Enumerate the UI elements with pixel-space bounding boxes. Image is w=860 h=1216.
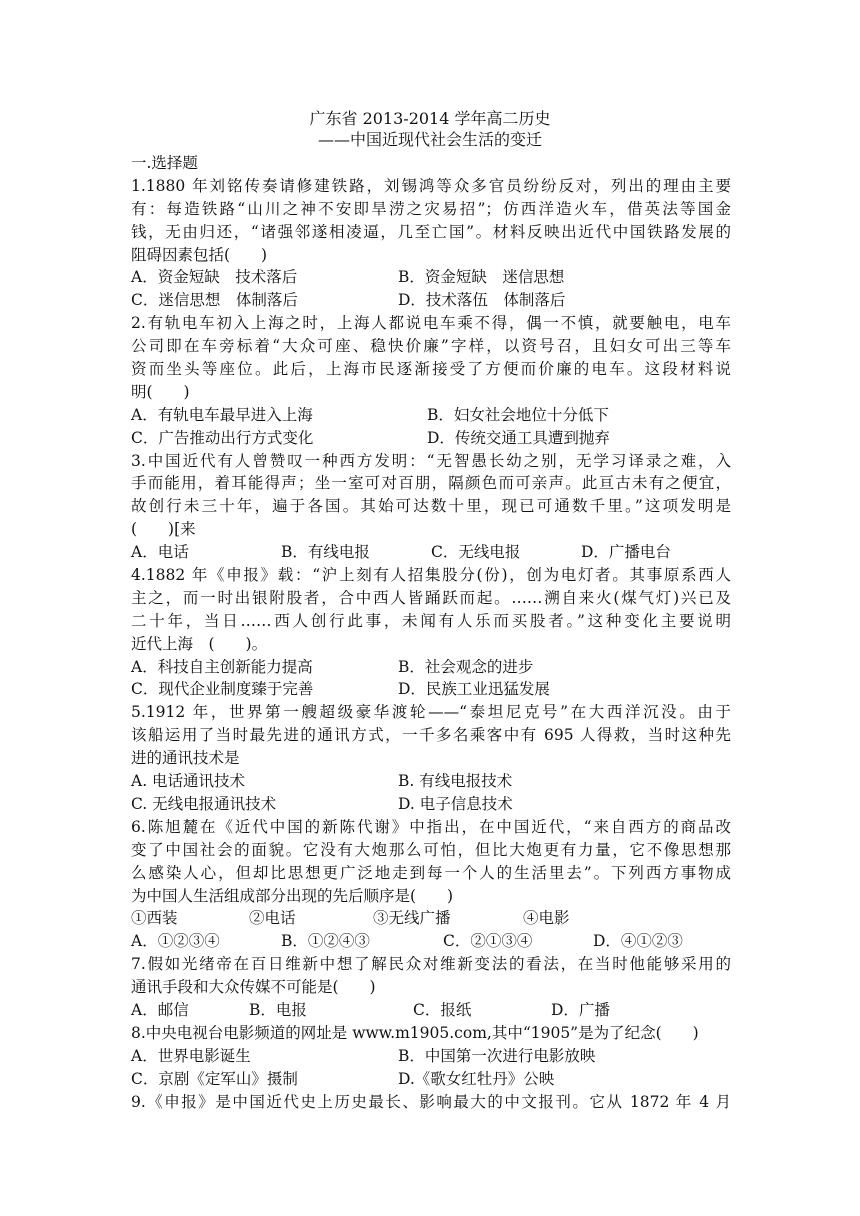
question-3-option-b: B．有线电报 (281, 543, 370, 562)
question-3-line: ( )[来 (131, 520, 196, 539)
question-1-line: 1.1880 年刘铭传奏请修建铁路，刘锡鸿等众多官员纷纷反对，列出的理由主要 (131, 176, 731, 195)
question-3-line: 手而能用，着耳能得声；坐一室可对百朋，隔颜色而可亲声。此亘古未有之便宜， (131, 474, 731, 493)
question-7-option-a: A．邮信 (131, 1000, 189, 1019)
question-6-option-b: B．①②④③ (281, 932, 370, 951)
document-subtitle: ——中国近现代社会生活的变迁 (317, 130, 542, 149)
question-7-options-row (131, 999, 731, 1022)
question-list (131, 152, 731, 1113)
question-3-option-a: A．电话 (131, 543, 189, 562)
document-title: 广东省 2013-2014 学年高二历史 (309, 109, 551, 128)
question-7-line: 7.假如光绪帝在百日维新中想了解民众对维新变法的看法，在当时他能够采用的 (131, 955, 731, 974)
question-1-option-b: B．资金短缺 迷信思想 (398, 268, 565, 287)
question-6-item: ②电话 (249, 909, 296, 928)
question-3-line: 3.中国近代有人曾赞叹一种西方发明：“无智愚长幼之别，无学习译录之难，入 (131, 451, 731, 470)
question-7-line: 通讯手段和大众传媒不可能是( ) (131, 978, 376, 997)
question-6-options-row (131, 930, 731, 953)
section-heading: 一.选择题 (131, 154, 198, 172)
question-8-line: 8.中央电视台电影频道的网址是 www.m1905.com,其中“1905”是为了纪念( ) (131, 1023, 699, 1042)
question-1-line: 钱，无由归还，“诸强邻遂相凌逼，几至亡国”。材料反映出近代中国铁路发展的 (131, 222, 731, 241)
question-2-options-row (131, 427, 731, 450)
question-2-line: 2.有轨电车初入上海之时，上海人都说电车乘不得，偶一不慎，就要触电，电车 (131, 314, 731, 333)
question-4-line: 近代上海 ( )。 (131, 634, 268, 653)
question-5-option-d: D. 电子信息技术 (398, 794, 513, 813)
question-8-option-a: A．世界电影诞生 (131, 1046, 251, 1065)
question-6-option-c: C．②①③④ (443, 932, 533, 951)
question-1-line: 有：每造铁路“山川之神不安即旱涝之灾易招”；仿西洋造火车，借英法等国金 (131, 199, 731, 218)
question-6-option-a: A．①②③④ (131, 932, 220, 951)
question-6-option-d: D．④①②③ (593, 932, 683, 951)
question-4-line: 主之，而一时出银附股者，合中西人皆踊跃而起。……溯自来火(煤气灯)兴已及 (131, 588, 731, 607)
question-4-options-row (131, 656, 731, 679)
question-4-option-c: C．现代企业制度臻于完善 (131, 680, 314, 699)
question-7-option-b: B．电报 (249, 1000, 307, 1019)
question-6-item: ①西装 (131, 909, 178, 928)
question-4-option-d: D．民族工业迅猛发展 (398, 680, 550, 699)
question-1-option-d: D．技术落伍 体制落后 (398, 291, 566, 310)
question-9-line: 9.《申报》是中国近代史上历史最长、影响最大的中文报刊。它从 1872 年 4 月 (131, 1092, 731, 1111)
question-2-option-c: C．广告推动出行方式变化 (131, 428, 314, 447)
question-3-line: 故创行未三十年，遍于各国。其始可达数十里，现已可通数千里。”这项发明是 (131, 497, 731, 516)
question-1-option-c: C．迷信思想 体制落后 (131, 291, 298, 310)
question-4-line: 4.1882 年《申报》载：“沪上刻有人招集股分(份)，创为电灯者。其事原系西人 (131, 566, 731, 585)
question-5-line: 5.1912 年，世界第一艘超级豪华渡轮——“泰坦尼克号”在大西洋沉没。由于 (131, 703, 731, 722)
question-4-option-a: A．科技自主创新能力提高 (131, 657, 313, 676)
question-7-option-c: C．报纸 (413, 1000, 472, 1019)
question-6-line: 么感染人心，但却比思想更广泛地走到每一个人的生活里去”。下列西方事物成 (131, 863, 731, 882)
question-5-options-row (131, 793, 731, 816)
question-5-option-c: C. 无线电报通讯技术 (131, 794, 277, 813)
question-2-line: 公司即在车旁标着“大众可座、稳快价廉”字样，以资号召，且妇女可出三等车 (131, 337, 731, 356)
question-4-option-b: B．社会观念的进步 (398, 657, 534, 676)
question-3-options-row (131, 541, 731, 564)
question-4-options-row (131, 678, 731, 701)
question-4-line: 二十年，当日……西人创行此事，未闻有人乐而买股者。”这种变化主要说明 (131, 611, 731, 630)
question-7-option-d: D．广播 (551, 1000, 610, 1019)
question-5-option-a: A. 电话通讯技术 (131, 772, 246, 791)
question-3-option-c: C．无线电报 (431, 543, 521, 562)
question-6-line: 变了中国社会的面貌。它没有大炮那么可怕，但比大炮更有力量，它不像思想那 (131, 840, 731, 859)
question-5-line: 进的通讯技术是 (131, 749, 240, 768)
question-8-option-b: B．中国第一次进行电影放映 (398, 1046, 596, 1065)
question-2-option-d: D．传统交通工具遭到抛弃 (427, 428, 610, 447)
question-1-line: 阻碍因素包括( ) (131, 245, 268, 264)
question-2-line: 明( ) (131, 382, 190, 401)
question-8-option-d: D.《歌女红牡丹》公映 (398, 1069, 555, 1088)
question-2-options-row (131, 404, 731, 427)
question-6-line: 为中国人生活组成部分出现的先后顺序是( ) (131, 886, 454, 905)
question-5-line: 该船运用了当时最先进的通讯方式，一千多名乘客中有 695 人得救，当时这种先 (131, 726, 731, 745)
question-6-items-row (131, 907, 731, 930)
question-8-options-row (131, 1045, 731, 1068)
question-6-item: ③无线广播 (373, 909, 451, 928)
question-3-option-d: D．广播电台 (581, 543, 671, 562)
question-5-options-row (131, 770, 731, 793)
question-8-option-c: C．京剧《定军山》摄制 (131, 1069, 298, 1088)
question-8-options-row (131, 1068, 731, 1091)
question-2-line: 资而坐头等座位。此后，上海市民逐渐接受了方便而价廉的电车。这段材料说 (131, 360, 731, 379)
question-6-line: 6.陈旭麓在《近代中国的新陈代谢》中指出，在中国近代，“来自西方的商品改 (131, 817, 731, 836)
question-1-options-row (131, 266, 731, 289)
question-1-options-row (131, 289, 731, 312)
question-2-option-a: A．有轨电车最早进入上海 (131, 405, 313, 424)
question-2-option-b: B．妇女社会地位十分低下 (427, 405, 609, 424)
question-6-item: ④电影 (523, 909, 570, 928)
question-1-option-a: A．资金短缺 技术落后 (131, 268, 298, 287)
question-5-option-b: B. 有线电报技术 (398, 772, 513, 791)
